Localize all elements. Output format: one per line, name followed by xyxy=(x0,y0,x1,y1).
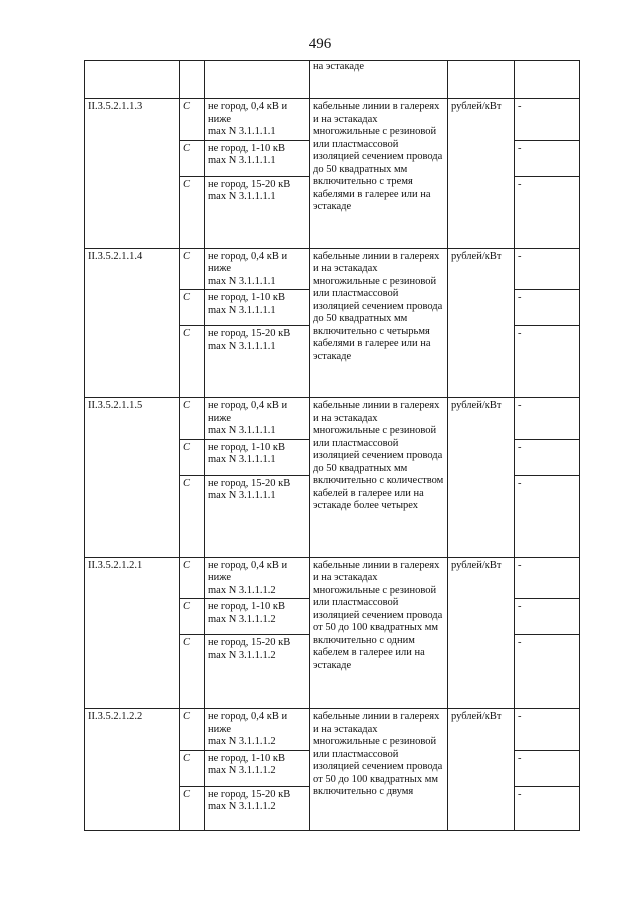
condition-cell: не город, 15-20 кВ max N 3.1.1.1.2 xyxy=(205,635,310,709)
unit-cell: рублей/кВт xyxy=(448,557,515,709)
continuation-c-cell xyxy=(180,61,205,99)
unit-cell: рублей/кВт xyxy=(448,398,515,558)
unit-cell: рублей/кВт xyxy=(448,99,515,249)
value-cell: - xyxy=(515,709,580,751)
table-row xyxy=(85,248,580,290)
value-cell: - xyxy=(515,635,580,709)
table-row xyxy=(85,398,580,440)
value-cell: - xyxy=(515,398,580,440)
continuation-cond-cell xyxy=(205,61,310,99)
condition-cell: не город, 0,4 кВ и ниже max N 3.1.1.1.1 xyxy=(205,248,310,290)
value-cell: - xyxy=(515,99,580,141)
category-letter: C xyxy=(180,398,205,440)
table-row xyxy=(85,557,580,599)
continuation-description: на эстакаде xyxy=(310,61,448,99)
category-letter: C xyxy=(180,475,205,557)
category-letter: C xyxy=(180,786,205,830)
unit-cell: рублей/кВт xyxy=(448,709,515,831)
condition-cell: не город, 1-10 кВ max N 3.1.1.1.1 xyxy=(205,140,310,176)
tariff-table xyxy=(84,60,580,831)
condition-cell: не город, 0,4 кВ и ниже max N 3.1.1.1.1 xyxy=(205,99,310,141)
row-code: II.3.5.2.1.1.3 xyxy=(85,99,180,249)
category-letter: C xyxy=(180,599,205,635)
description-cell: кабельные линии в галереях и на эстакадах многожильные с резиновой или пластмассовой изоляцией сечением провода до 50 квадратных мм включительно с четырьмя кабелями в галерее или на эстакаде xyxy=(310,248,448,398)
value-cell: - xyxy=(515,290,580,326)
continuation-unit-cell xyxy=(448,61,515,99)
condition-cell: не город, 1-10 кВ max N 3.1.1.1.1 xyxy=(205,439,310,475)
continuation-value-cell xyxy=(515,61,580,99)
category-letter: C xyxy=(180,326,205,398)
condition-cell: не город, 1-10 кВ max N 3.1.1.1.1 xyxy=(205,290,310,326)
value-cell: - xyxy=(515,557,580,599)
row-code: II.3.5.2.1.2.2 xyxy=(85,709,180,831)
continuation-row xyxy=(85,61,580,99)
category-letter: C xyxy=(180,99,205,141)
value-cell: - xyxy=(515,326,580,398)
condition-cell: не город, 1-10 кВ max N 3.1.1.1.2 xyxy=(205,750,310,786)
category-letter: C xyxy=(180,248,205,290)
row-code: II.3.5.2.1.2.1 xyxy=(85,557,180,709)
condition-cell: не город, 15-20 кВ max N 3.1.1.1.2 xyxy=(205,786,310,830)
table-row xyxy=(85,99,580,141)
description-cell: кабельные линии в галереях и на эстакадах многожильные с резиновой или пластмассовой изоляцией сечением провода от 50 до 100 квадратных мм включительно с одним кабелем в галерее или на эстакаде xyxy=(310,557,448,709)
value-cell: - xyxy=(515,750,580,786)
category-letter: C xyxy=(180,709,205,751)
value-cell: - xyxy=(515,248,580,290)
description-cell: кабельные линии в галереях и на эстакадах многожильные с резиновой или пластмассовой изоляцией сечением провода до 50 квадратных мм включительно с количеством кабелей в галерее или на эстакаде более четырех xyxy=(310,398,448,558)
category-letter: C xyxy=(180,439,205,475)
page-number: 496 xyxy=(308,36,332,52)
category-letter: C xyxy=(180,557,205,599)
category-letter: C xyxy=(180,635,205,709)
condition-cell: не город, 0,4 кВ и ниже max N 3.1.1.1.2 xyxy=(205,557,310,599)
condition-cell: не город, 0,4 кВ и ниже max N 3.1.1.1.2 xyxy=(205,709,310,751)
table-row xyxy=(85,709,580,751)
condition-cell: не город, 0,4 кВ и ниже max N 3.1.1.1.1 xyxy=(205,398,310,440)
category-letter: C xyxy=(180,140,205,176)
condition-cell: не город, 15-20 кВ max N 3.1.1.1.1 xyxy=(205,326,310,398)
value-cell: - xyxy=(515,439,580,475)
condition-cell: не город, 1-10 кВ max N 3.1.1.1.2 xyxy=(205,599,310,635)
continuation-code-cell xyxy=(85,61,180,99)
condition-cell: не город, 15-20 кВ max N 3.1.1.1.1 xyxy=(205,475,310,557)
row-code: II.3.5.2.1.1.5 xyxy=(85,398,180,558)
category-letter: C xyxy=(180,176,205,248)
category-letter: C xyxy=(180,750,205,786)
unit-cell: рублей/кВт xyxy=(448,248,515,398)
condition-cell: не город, 15-20 кВ max N 3.1.1.1.1 xyxy=(205,176,310,248)
value-cell: - xyxy=(515,786,580,830)
description-cell: кабельные линии в галереях и на эстакадах многожильные с резиновой или пластмассовой изоляцией сечением провода от 50 до 100 квадратных мм включительно с двумя xyxy=(310,709,448,831)
row-code: II.3.5.2.1.1.4 xyxy=(85,248,180,398)
value-cell: - xyxy=(515,475,580,557)
category-letter: C xyxy=(180,290,205,326)
value-cell: - xyxy=(515,140,580,176)
description-cell: кабельные линии в галереях и на эстакадах многожильные с резиновой или пластмассовой изоляцией сечением провода до 50 квадратных мм включительно с тремя кабелями в галерее или на эстакаде xyxy=(310,99,448,249)
value-cell: - xyxy=(515,599,580,635)
value-cell: - xyxy=(515,176,580,248)
